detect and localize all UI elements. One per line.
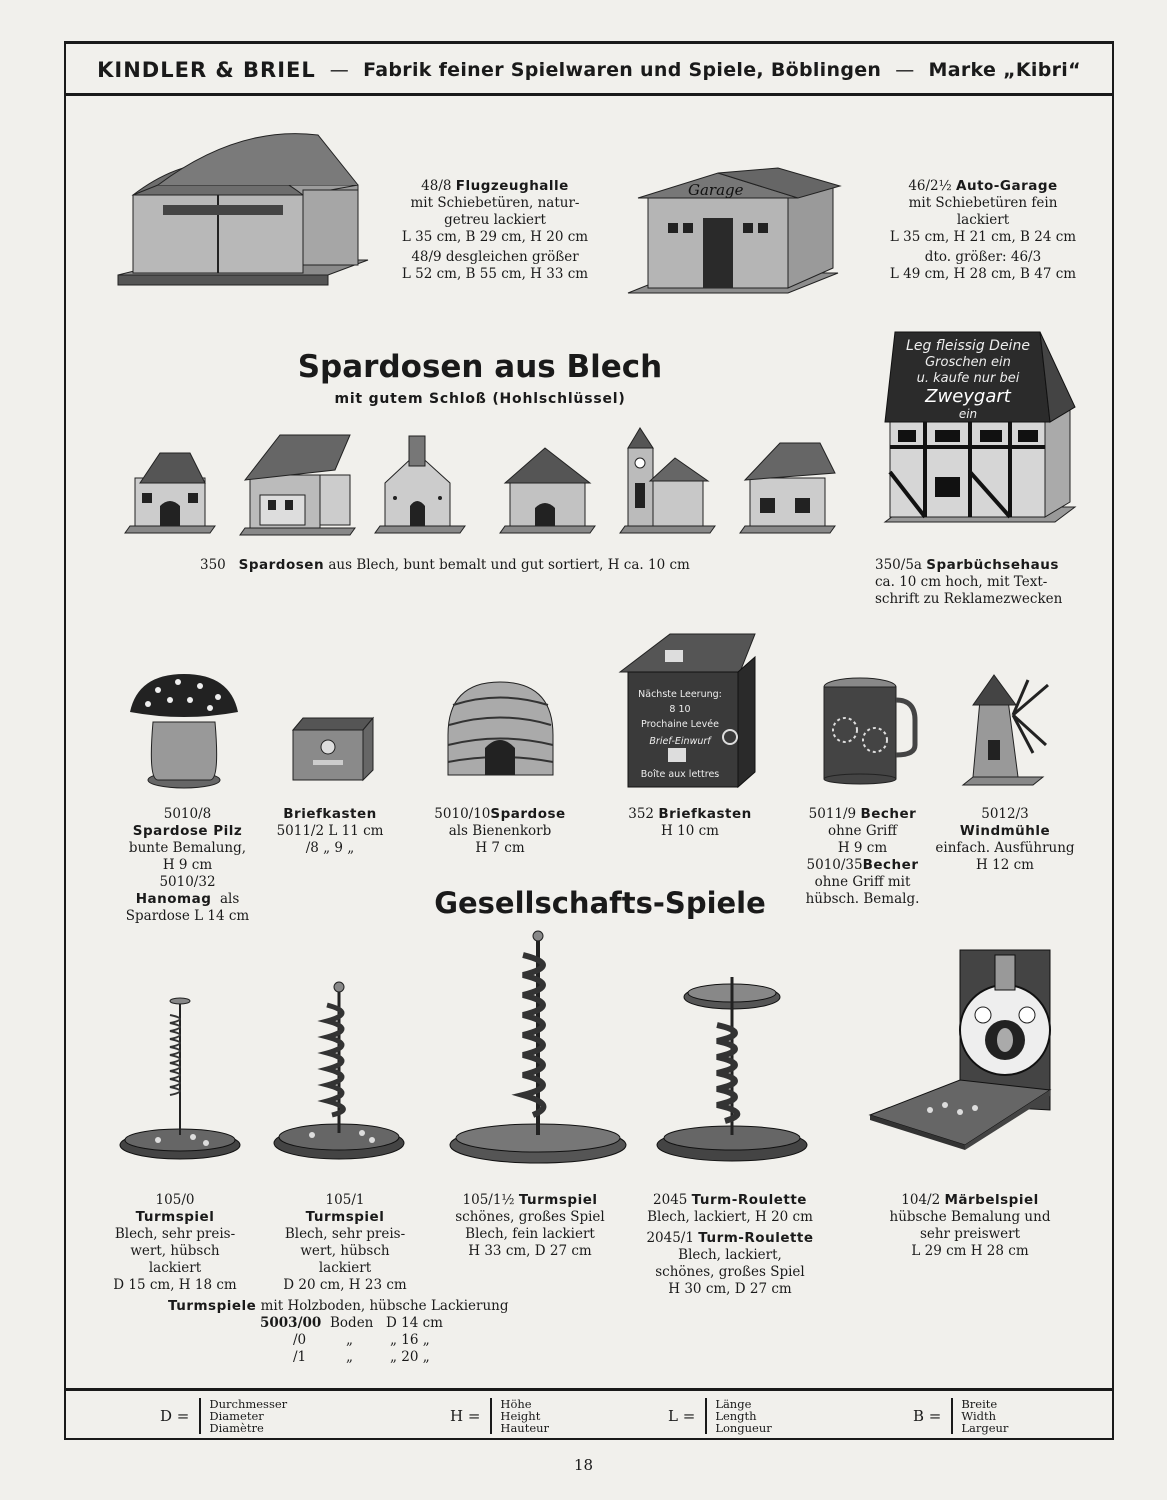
item-desc: bunte Bemalung,	[128, 840, 247, 856]
item-name: Turmspiele	[168, 1298, 257, 1314]
item-number: 105/1½	[462, 1192, 515, 1208]
mailbox-plate-line2: 8 10	[669, 704, 691, 715]
hangar-illustration	[118, 135, 378, 300]
item-size: L 52 cm, B 55 cm, H 33 cm	[401, 266, 589, 282]
item-size: H 9 cm	[837, 840, 888, 856]
item-number: 5010/8	[163, 806, 212, 822]
page-number: 18	[573, 1456, 594, 1474]
legend-word-en: Diameter	[209, 1409, 264, 1423]
item-name: Windmühle	[959, 823, 1051, 839]
item-desc: mit Holzboden, hübsche Lackierung	[260, 1298, 509, 1314]
beehive-money-box-illustration	[443, 680, 558, 780]
variant-number: 5003/00	[260, 1315, 322, 1331]
item-desc: mit Schiebetüren fein	[908, 195, 1058, 211]
legend-word-fr: Hauteur	[500, 1421, 550, 1435]
item-size: H 12 cm	[976, 857, 1034, 873]
item-desc: aus Blech, bunt bemalt und gut sortiert, H ca. 10 cm	[328, 557, 690, 573]
marble-game-caption	[870, 1192, 1070, 1260]
item-size: 5011/2 L 11 cm	[276, 823, 384, 839]
variant-number: /1	[293, 1349, 307, 1365]
item-desc: Blech, fein lackiert	[465, 1226, 595, 1242]
item-desc: schrift zu Reklamezwecken	[875, 591, 1063, 607]
item-number: 2045	[653, 1192, 688, 1208]
tower-game-105-1-5-illustration	[448, 930, 628, 1165]
item-size: H 33 cm, D 27 cm	[468, 1243, 592, 1259]
item-size: H 9 cm	[162, 857, 213, 873]
header-rule	[66, 93, 1112, 96]
item-number: 46/2½	[908, 178, 952, 194]
item-desc: Blech, sehr preis-	[284, 1226, 406, 1242]
item-size: L 35 cm, H 21 cm, B 24 cm	[889, 229, 1077, 245]
item-number: 104/2	[901, 1192, 941, 1208]
legend-symbol: D =	[160, 1407, 190, 1425]
legend-rule	[66, 1388, 1112, 1391]
item-variant: 48/9 desgleichen größer	[411, 249, 579, 265]
item-name: Turmspiel	[135, 1209, 215, 1225]
tower-game-105-0-caption	[105, 1192, 245, 1294]
house-sign-line1: Leg fleissig Deine	[906, 338, 1030, 354]
item-name: Becher	[862, 857, 919, 873]
item-number: 5012/3	[981, 806, 1029, 822]
item-number: 5010/32	[159, 874, 216, 890]
variant-size: „ 16 „	[390, 1332, 430, 1348]
variant-size: D 14 cm	[386, 1315, 443, 1331]
item-desc: schönes, großes Spiel	[455, 1209, 605, 1225]
item-desc: wert, hübsch	[300, 1243, 390, 1259]
legend-word-de: Breite	[961, 1397, 998, 1411]
tower-game-105-1-illustration	[272, 975, 407, 1165]
item-desc: einfach. Ausführung	[935, 840, 1075, 856]
mailbox-plate-line3: Prochaine Levée	[641, 719, 719, 730]
item-desc: ca. 10 cm hoch, mit Text-	[875, 574, 1048, 590]
item-name: Becher	[860, 806, 917, 822]
item-number: 105/1	[325, 1192, 365, 1208]
header-dash: —	[895, 59, 915, 81]
legend-word-de: Länge	[715, 1397, 752, 1411]
item-desc: ohne Griff	[828, 823, 897, 839]
tower-game-105-1-5-caption	[430, 1192, 630, 1260]
variant-label: „	[346, 1349, 353, 1365]
item-size: H 7 cm	[475, 840, 525, 856]
beehive-caption	[420, 806, 580, 857]
legend-word-en: Height	[500, 1409, 541, 1423]
spardosen-caption	[200, 557, 690, 573]
section-title-spiele: Gesellschafts-Spiele	[434, 886, 766, 920]
mushroom-money-box-illustration	[128, 672, 240, 792]
item-name: Flugzeughalle	[455, 178, 569, 194]
item-size: Spardose L 14 cm	[125, 908, 250, 924]
firm-tagline: Fabrik feiner Spielwaren und Spiele, Böblingen	[363, 59, 882, 81]
garage-caption	[878, 178, 1088, 283]
windmill-illustration	[958, 665, 1053, 790]
firm-name: KINDLER & BRIEL	[97, 58, 316, 82]
variant-size: „ 20 „	[390, 1349, 430, 1365]
legend-word-fr: Longueur	[715, 1421, 772, 1435]
garage-illustration	[628, 168, 848, 298]
item-name: Märbelspiel	[944, 1192, 1039, 1208]
house-sign-line5: ein	[958, 407, 978, 421]
marble-game-illustration	[870, 940, 1080, 1150]
item-name: Turmspiel	[518, 1192, 598, 1208]
item-size: D 15 cm, H 18 cm	[113, 1277, 237, 1293]
item-number: 2045/1	[646, 1230, 694, 1246]
house-sign-line4: Zweygart	[925, 386, 1011, 407]
item-size: H 10 cm	[661, 823, 719, 839]
item-number: 350	[200, 557, 226, 573]
house-sign-line3: u. kaufe nur bei	[916, 371, 1020, 386]
item-name: Auto-Garage	[956, 178, 1058, 194]
item-desc: hübsche Bemalung und	[889, 1209, 1051, 1225]
item-size: L 35 cm, B 29 cm, H 20 cm	[401, 229, 589, 245]
item-name: Spardose	[490, 806, 566, 822]
legend-word-de: Durchmesser	[209, 1397, 288, 1411]
sparbuechsehaus-caption	[875, 557, 1085, 608]
legend-word-en: Length	[715, 1409, 757, 1423]
item-desc: lackiert	[318, 1260, 372, 1276]
item-variant: dto. größer: 46/3	[924, 249, 1042, 265]
item-desc: als Bienenkorb	[448, 823, 552, 839]
item-name: Briefkasten	[283, 806, 377, 822]
legend-word-fr: Diamètre	[209, 1421, 264, 1435]
legend-length	[668, 1398, 772, 1434]
tower-game-105-1-caption	[275, 1192, 415, 1294]
item-size: L 29 cm H 28 cm	[911, 1243, 1029, 1259]
mailbox-plate-line1: Nächste Leerung:	[638, 689, 722, 700]
item-desc: sehr preiswert	[919, 1226, 1021, 1242]
legend-symbol: H =	[450, 1407, 481, 1425]
house-sign-line2: Groschen ein	[925, 355, 1011, 370]
item-desc: Blech, sehr preis-	[114, 1226, 236, 1242]
cup-money-box-illustration	[815, 675, 920, 785]
legend-diameter	[160, 1398, 287, 1434]
legend-word-en: Width	[961, 1409, 997, 1423]
item-size: D 20 cm, H 23 cm	[283, 1277, 407, 1293]
item-desc: Blech, lackiert, H 20 cm	[647, 1209, 813, 1225]
item-number: 5011/9	[808, 806, 857, 822]
item-desc: ohne Griff mit	[814, 874, 911, 890]
legend-height	[450, 1398, 549, 1434]
item-number: 105/0	[155, 1192, 195, 1208]
item-name: Spardose Pilz	[132, 823, 243, 839]
item-desc: lackiert	[148, 1260, 202, 1276]
item-name: Sparbüchsehaus	[926, 557, 1059, 573]
item-size: /8 „ 9 „	[305, 840, 355, 856]
item-desc: hübsch. Bemalg.	[805, 891, 920, 907]
small-mailbox-caption	[265, 806, 395, 857]
wooden-base-tower-games	[168, 1298, 509, 1366]
item-number: 5010/35	[806, 857, 863, 873]
mailbox-plate-line4: Brief-Einwurf	[649, 736, 711, 747]
mailbox-352-illustration	[620, 632, 760, 792]
item-name: Spardosen	[238, 557, 325, 573]
header-dash: —	[329, 59, 350, 81]
item-name: Turmspiel	[305, 1209, 385, 1225]
item-name: Hanomag	[135, 891, 212, 907]
small-mailbox-illustration	[288, 715, 378, 785]
item-desc: als	[219, 891, 240, 907]
cup-caption	[790, 806, 935, 908]
item-number: 352	[628, 806, 655, 822]
item-number: 5010/10	[434, 806, 491, 822]
item-name: Turm-Roulette	[698, 1230, 814, 1246]
variant-label: „	[346, 1332, 353, 1348]
item-size: L 49 cm, H 28 cm, B 47 cm	[889, 266, 1077, 282]
item-name: Turm-Roulette	[691, 1192, 807, 1208]
garage-sign: Garage	[688, 181, 744, 199]
advertising-house-illustration	[880, 322, 1080, 537]
section-subtitle-spardosen: mit gutem Schloß (Hohlschlüssel)	[334, 391, 626, 407]
money-box-houses-illustration	[120, 428, 840, 543]
legend-width	[913, 1398, 1008, 1434]
mailbox-plate-line5: Boîte aux lettres	[640, 769, 720, 780]
tower-roulette-caption	[630, 1192, 830, 1298]
variant-number: /0	[293, 1332, 307, 1348]
item-number: 350/5a	[875, 557, 922, 573]
legend-symbol: L =	[668, 1407, 696, 1425]
mushroom-caption	[115, 806, 260, 925]
legend-word-de: Höhe	[500, 1397, 532, 1411]
hangar-caption	[390, 178, 600, 283]
catalog-header	[64, 50, 1114, 90]
item-size: H 30 cm, D 27 cm	[668, 1281, 792, 1297]
legend-symbol: B =	[913, 1407, 942, 1425]
item-number: 48/8	[421, 178, 452, 194]
item-desc: wert, hübsch	[130, 1243, 220, 1259]
item-desc: mit Schiebetüren, natur-	[410, 195, 580, 211]
brand-name: Marke „Kibri“	[928, 59, 1081, 81]
legend-word-fr: Largeur	[961, 1421, 1009, 1435]
item-desc: Blech, lackiert,	[678, 1247, 782, 1263]
mailbox-352-caption	[610, 806, 770, 840]
tower-game-105-0-illustration	[118, 995, 243, 1165]
variant-label: Boden	[330, 1315, 374, 1331]
item-name: Briefkasten	[658, 806, 752, 822]
item-desc: schönes, großes Spiel	[655, 1264, 805, 1280]
item-desc: getreu lackiert	[444, 212, 546, 228]
windmill-caption	[935, 806, 1075, 874]
item-desc: lackiert	[956, 212, 1010, 228]
tower-roulette-illustration	[655, 975, 810, 1165]
section-title-spardosen: Spardosen aus Blech	[297, 349, 663, 385]
